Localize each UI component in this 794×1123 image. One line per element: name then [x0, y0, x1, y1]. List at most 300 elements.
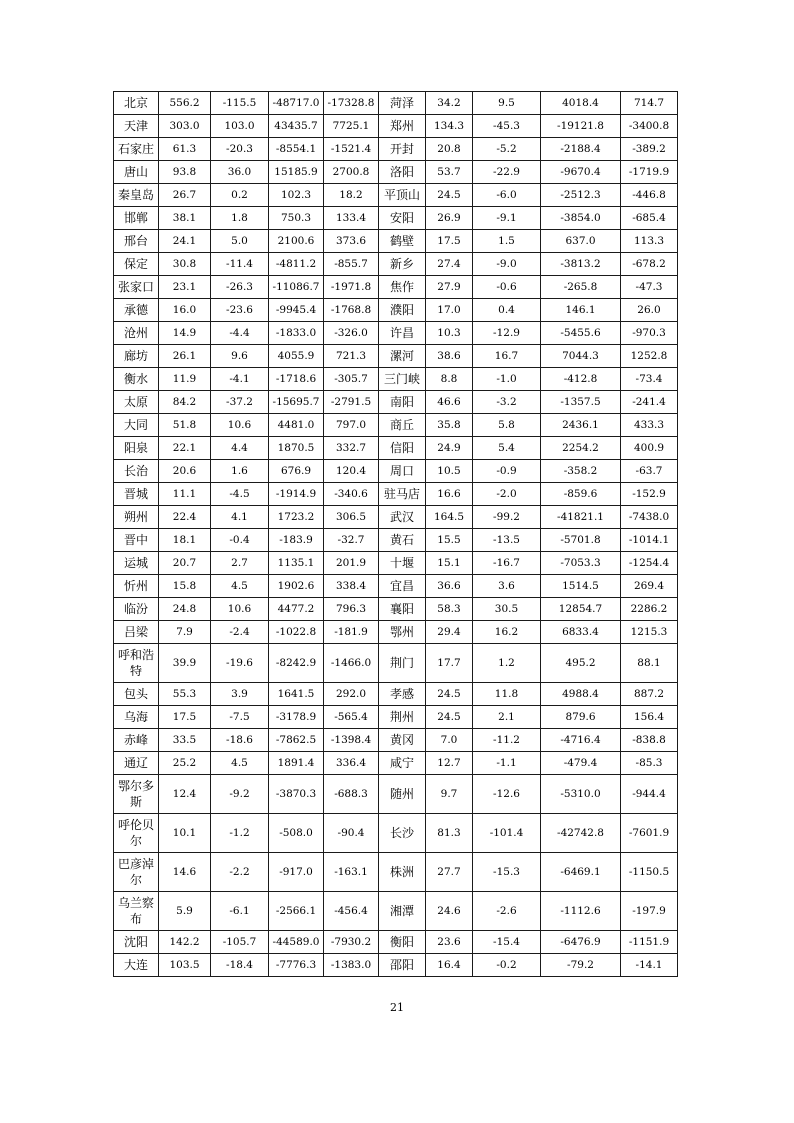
city-name-cell: 随州 — [379, 775, 426, 814]
value-cell: 1902.6 — [269, 575, 324, 598]
value-cell: 637.0 — [541, 230, 621, 253]
value-cell: 103.0 — [211, 115, 269, 138]
value-cell: -197.9 — [621, 892, 678, 931]
value-cell: 269.4 — [621, 575, 678, 598]
value-cell: 7.9 — [159, 621, 211, 644]
value-cell: 23.6 — [426, 931, 473, 954]
value-cell: 10.6 — [211, 598, 269, 621]
value-cell: -2791.5 — [324, 391, 379, 414]
value-cell: -3854.0 — [541, 207, 621, 230]
value-cell: -17328.8 — [324, 92, 379, 115]
value-cell: -32.7 — [324, 529, 379, 552]
value-cell: -5455.6 — [541, 322, 621, 345]
value-cell: 1.6 — [211, 460, 269, 483]
value-cell: 93.8 — [159, 161, 211, 184]
value-cell: -944.4 — [621, 775, 678, 814]
value-cell: 1870.5 — [269, 437, 324, 460]
value-cell: 18.1 — [159, 529, 211, 552]
value-cell: -11086.7 — [269, 276, 324, 299]
value-cell: 35.8 — [426, 414, 473, 437]
value-cell: 2254.2 — [541, 437, 621, 460]
value-cell: 5.8 — [473, 414, 541, 437]
city-name-cell: 荆门 — [379, 644, 426, 683]
value-cell: 134.3 — [426, 115, 473, 138]
value-cell: -305.7 — [324, 368, 379, 391]
value-cell: 2436.1 — [541, 414, 621, 437]
value-cell: 27.9 — [426, 276, 473, 299]
value-cell: -565.4 — [324, 706, 379, 729]
value-cell: 164.5 — [426, 506, 473, 529]
value-cell: 1641.5 — [269, 683, 324, 706]
value-cell: -42742.8 — [541, 814, 621, 853]
city-name-cell: 张家口 — [114, 276, 159, 299]
value-cell: -47.3 — [621, 276, 678, 299]
value-cell: 24.1 — [159, 230, 211, 253]
city-name-cell: 安阳 — [379, 207, 426, 230]
value-cell: -7438.0 — [621, 506, 678, 529]
value-cell: 4.4 — [211, 437, 269, 460]
value-cell: 9.5 — [473, 92, 541, 115]
value-cell: -412.8 — [541, 368, 621, 391]
city-name-cell: 许昌 — [379, 322, 426, 345]
value-cell: -15.3 — [473, 853, 541, 892]
value-cell: 27.4 — [426, 253, 473, 276]
value-cell: 46.6 — [426, 391, 473, 414]
value-cell: 8.8 — [426, 368, 473, 391]
value-cell: -99.2 — [473, 506, 541, 529]
value-cell: -2188.4 — [541, 138, 621, 161]
value-cell: -0.9 — [473, 460, 541, 483]
value-cell: 750.3 — [269, 207, 324, 230]
city-name-cell: 信阳 — [379, 437, 426, 460]
city-name-cell: 南阳 — [379, 391, 426, 414]
city-name-cell: 邵阳 — [379, 954, 426, 977]
value-cell: 102.3 — [269, 184, 324, 207]
city-name-cell: 晋城 — [114, 483, 159, 506]
value-cell: 17.7 — [426, 644, 473, 683]
value-cell: -4811.2 — [269, 253, 324, 276]
table-row — [114, 414, 678, 437]
city-name-cell: 郑州 — [379, 115, 426, 138]
value-cell: -9945.4 — [269, 299, 324, 322]
city-name-cell: 鄂尔多斯 — [114, 775, 159, 814]
value-cell: -4.1 — [211, 368, 269, 391]
table-row — [114, 598, 678, 621]
value-cell: -1466.0 — [324, 644, 379, 683]
value-cell: 2700.8 — [324, 161, 379, 184]
city-name-cell: 荆州 — [379, 706, 426, 729]
value-cell: -5701.8 — [541, 529, 621, 552]
value-cell: 721.3 — [324, 345, 379, 368]
city-name-cell: 黄石 — [379, 529, 426, 552]
value-cell: 133.4 — [324, 207, 379, 230]
value-cell: 797.0 — [324, 414, 379, 437]
value-cell: -44589.0 — [269, 931, 324, 954]
value-cell: 38.1 — [159, 207, 211, 230]
value-cell: 25.2 — [159, 752, 211, 775]
value-cell: -7862.5 — [269, 729, 324, 752]
value-cell: -1719.9 — [621, 161, 678, 184]
table-row — [114, 322, 678, 345]
city-name-cell: 包头 — [114, 683, 159, 706]
value-cell: -4.4 — [211, 322, 269, 345]
value-cell: 24.5 — [426, 706, 473, 729]
city-name-cell: 北京 — [114, 92, 159, 115]
table-row — [114, 184, 678, 207]
value-cell: 2100.6 — [269, 230, 324, 253]
value-cell: 17.5 — [159, 706, 211, 729]
value-cell: -11.2 — [473, 729, 541, 752]
value-cell: 879.6 — [541, 706, 621, 729]
value-cell: -20.3 — [211, 138, 269, 161]
city-name-cell: 长沙 — [379, 814, 426, 853]
value-cell: 26.9 — [426, 207, 473, 230]
table-row — [114, 138, 678, 161]
value-cell: -3400.8 — [621, 115, 678, 138]
table-row — [114, 954, 678, 977]
value-cell: 676.9 — [269, 460, 324, 483]
value-cell: 34.2 — [426, 92, 473, 115]
city-name-cell: 太原 — [114, 391, 159, 414]
city-name-cell: 廊坊 — [114, 345, 159, 368]
value-cell: -2.6 — [473, 892, 541, 931]
city-name-cell: 襄阳 — [379, 598, 426, 621]
value-cell: -14.1 — [621, 954, 678, 977]
city-name-cell: 衡水 — [114, 368, 159, 391]
value-cell: -2.4 — [211, 621, 269, 644]
value-cell: 36.0 — [211, 161, 269, 184]
value-cell: 11.8 — [473, 683, 541, 706]
value-cell: 796.3 — [324, 598, 379, 621]
city-name-cell: 朔州 — [114, 506, 159, 529]
value-cell: -1768.8 — [324, 299, 379, 322]
value-cell: -26.3 — [211, 276, 269, 299]
value-cell: 6833.4 — [541, 621, 621, 644]
city-name-cell: 呼和浩特 — [114, 644, 159, 683]
city-name-cell: 漯河 — [379, 345, 426, 368]
value-cell: 17.5 — [426, 230, 473, 253]
table-row — [114, 483, 678, 506]
value-cell: -90.4 — [324, 814, 379, 853]
value-cell: 10.3 — [426, 322, 473, 345]
value-cell: 24.9 — [426, 437, 473, 460]
city-name-cell: 鹤壁 — [379, 230, 426, 253]
city-name-cell: 邢台 — [114, 230, 159, 253]
value-cell: -85.3 — [621, 752, 678, 775]
value-cell: 3.9 — [211, 683, 269, 706]
table-row — [114, 506, 678, 529]
value-cell: 10.1 — [159, 814, 211, 853]
city-name-cell: 洛阳 — [379, 161, 426, 184]
value-cell: 11.1 — [159, 483, 211, 506]
value-cell: 887.2 — [621, 683, 678, 706]
city-name-cell: 新乡 — [379, 253, 426, 276]
city-name-cell: 衡阳 — [379, 931, 426, 954]
value-cell: -181.9 — [324, 621, 379, 644]
value-cell: 4.1 — [211, 506, 269, 529]
city-name-cell: 濮阳 — [379, 299, 426, 322]
city-name-cell: 巴彦淖尔 — [114, 853, 159, 892]
city-name-cell: 三门峡 — [379, 368, 426, 391]
city-name-cell: 武汉 — [379, 506, 426, 529]
value-cell: 17.0 — [426, 299, 473, 322]
value-cell: 4481.0 — [269, 414, 324, 437]
value-cell: 14.9 — [159, 322, 211, 345]
value-cell: -1357.5 — [541, 391, 621, 414]
value-cell: 81.3 — [426, 814, 473, 853]
value-cell: -3.2 — [473, 391, 541, 414]
table-row — [114, 253, 678, 276]
value-cell: 7.0 — [426, 729, 473, 752]
value-cell: -2.0 — [473, 483, 541, 506]
value-cell: -9.2 — [211, 775, 269, 814]
value-cell: 24.5 — [426, 683, 473, 706]
value-cell: 15.5 — [426, 529, 473, 552]
value-cell: 22.1 — [159, 437, 211, 460]
value-cell: -9.1 — [473, 207, 541, 230]
value-cell: -0.4 — [211, 529, 269, 552]
value-cell: -1.0 — [473, 368, 541, 391]
value-cell: -479.4 — [541, 752, 621, 775]
value-cell: 16.4 — [426, 954, 473, 977]
value-cell: 1.8 — [211, 207, 269, 230]
value-cell: -1971.8 — [324, 276, 379, 299]
value-cell: 7044.3 — [541, 345, 621, 368]
value-cell: 2286.2 — [621, 598, 678, 621]
value-cell: 16.2 — [473, 621, 541, 644]
value-cell: 18.2 — [324, 184, 379, 207]
value-cell: -389.2 — [621, 138, 678, 161]
value-cell: -0.6 — [473, 276, 541, 299]
value-cell: -183.9 — [269, 529, 324, 552]
value-cell: 15.1 — [426, 552, 473, 575]
value-cell: -2.2 — [211, 853, 269, 892]
city-name-cell: 湘潭 — [379, 892, 426, 931]
value-cell: 113.3 — [621, 230, 678, 253]
table-row — [114, 892, 678, 931]
value-cell: -2566.1 — [269, 892, 324, 931]
value-cell: -18.4 — [211, 954, 269, 977]
city-name-cell: 临汾 — [114, 598, 159, 621]
table-row — [114, 752, 678, 775]
table-row — [114, 814, 678, 853]
value-cell: 61.3 — [159, 138, 211, 161]
city-name-cell: 沈阳 — [114, 931, 159, 954]
value-cell: -1150.5 — [621, 853, 678, 892]
city-name-cell: 鄂州 — [379, 621, 426, 644]
value-cell: 20.6 — [159, 460, 211, 483]
value-cell: -3870.3 — [269, 775, 324, 814]
value-cell: -508.0 — [269, 814, 324, 853]
value-cell: -5310.0 — [541, 775, 621, 814]
value-cell: -3813.2 — [541, 253, 621, 276]
value-cell: 27.7 — [426, 853, 473, 892]
value-cell: 24.8 — [159, 598, 211, 621]
table-row — [114, 529, 678, 552]
value-cell: -838.8 — [621, 729, 678, 752]
value-cell: 16.6 — [426, 483, 473, 506]
value-cell: 373.6 — [324, 230, 379, 253]
value-cell: -4.5 — [211, 483, 269, 506]
table-row — [114, 230, 678, 253]
value-cell: 495.2 — [541, 644, 621, 683]
city-name-cell: 阳泉 — [114, 437, 159, 460]
value-cell: 22.4 — [159, 506, 211, 529]
value-cell: 10.6 — [211, 414, 269, 437]
value-cell: -1254.4 — [621, 552, 678, 575]
value-cell: -1398.4 — [324, 729, 379, 752]
value-cell: 33.5 — [159, 729, 211, 752]
value-cell: -241.4 — [621, 391, 678, 414]
value-cell: 24.6 — [426, 892, 473, 931]
value-cell: -340.6 — [324, 483, 379, 506]
value-cell: -970.3 — [621, 322, 678, 345]
value-cell: -101.4 — [473, 814, 541, 853]
table-row — [114, 460, 678, 483]
city-name-cell: 周口 — [379, 460, 426, 483]
table-row — [114, 276, 678, 299]
table-row — [114, 931, 678, 954]
value-cell: 556.2 — [159, 92, 211, 115]
value-cell: 120.4 — [324, 460, 379, 483]
city-name-cell: 晋中 — [114, 529, 159, 552]
value-cell: -6.1 — [211, 892, 269, 931]
city-name-cell: 承德 — [114, 299, 159, 322]
value-cell: 88.1 — [621, 644, 678, 683]
value-cell: 292.0 — [324, 683, 379, 706]
value-cell: -7930.2 — [324, 931, 379, 954]
city-name-cell: 大同 — [114, 414, 159, 437]
value-cell: -7.5 — [211, 706, 269, 729]
city-name-cell: 焦作 — [379, 276, 426, 299]
city-name-cell: 乌兰察布 — [114, 892, 159, 931]
value-cell: 26.1 — [159, 345, 211, 368]
city-name-cell: 运城 — [114, 552, 159, 575]
value-cell: -2512.3 — [541, 184, 621, 207]
value-cell: 201.9 — [324, 552, 379, 575]
table-row — [114, 391, 678, 414]
value-cell: -18.6 — [211, 729, 269, 752]
value-cell: -9.0 — [473, 253, 541, 276]
value-cell: 4477.2 — [269, 598, 324, 621]
value-cell: -41821.1 — [541, 506, 621, 529]
city-name-cell: 呼伦贝尔 — [114, 814, 159, 853]
value-cell: 39.9 — [159, 644, 211, 683]
value-cell: 303.0 — [159, 115, 211, 138]
value-cell: -152.9 — [621, 483, 678, 506]
value-cell: -19121.8 — [541, 115, 621, 138]
value-cell: -1833.0 — [269, 322, 324, 345]
value-cell: -15.4 — [473, 931, 541, 954]
table-row — [114, 775, 678, 814]
value-cell: -3178.9 — [269, 706, 324, 729]
value-cell: -22.9 — [473, 161, 541, 184]
value-cell: 338.4 — [324, 575, 379, 598]
value-cell: -6.0 — [473, 184, 541, 207]
value-cell: 156.4 — [621, 706, 678, 729]
value-cell: 14.6 — [159, 853, 211, 892]
value-cell: -688.3 — [324, 775, 379, 814]
value-cell: 0.4 — [473, 299, 541, 322]
value-cell: 1.5 — [473, 230, 541, 253]
value-cell: -685.4 — [621, 207, 678, 230]
value-cell: 15.8 — [159, 575, 211, 598]
value-cell: -7053.3 — [541, 552, 621, 575]
city-name-cell: 驻马店 — [379, 483, 426, 506]
value-cell: 1723.2 — [269, 506, 324, 529]
city-name-cell: 株洲 — [379, 853, 426, 892]
value-cell: -9670.4 — [541, 161, 621, 184]
value-cell: 4018.4 — [541, 92, 621, 115]
value-cell: -1014.1 — [621, 529, 678, 552]
value-cell: 2.1 — [473, 706, 541, 729]
city-name-cell: 平顶山 — [379, 184, 426, 207]
value-cell: -1151.9 — [621, 931, 678, 954]
page-number: 21 — [390, 1001, 404, 1014]
value-cell: -63.7 — [621, 460, 678, 483]
value-cell: 30.5 — [473, 598, 541, 621]
value-cell: 5.4 — [473, 437, 541, 460]
value-cell: -1.1 — [473, 752, 541, 775]
table-row — [114, 853, 678, 892]
value-cell: -917.0 — [269, 853, 324, 892]
city-name-cell: 赤峰 — [114, 729, 159, 752]
city-name-cell: 邯郸 — [114, 207, 159, 230]
value-cell: -0.2 — [473, 954, 541, 977]
value-cell: 29.4 — [426, 621, 473, 644]
value-cell: 400.9 — [621, 437, 678, 460]
city-name-cell: 黄冈 — [379, 729, 426, 752]
value-cell: -456.4 — [324, 892, 379, 931]
value-cell: -115.5 — [211, 92, 269, 115]
value-cell: 9.7 — [426, 775, 473, 814]
table-row — [114, 683, 678, 706]
value-cell: 43435.7 — [269, 115, 324, 138]
value-cell: 24.5 — [426, 184, 473, 207]
table-row — [114, 706, 678, 729]
value-cell: -678.2 — [621, 253, 678, 276]
value-cell: -19.6 — [211, 644, 269, 683]
value-cell: -855.7 — [324, 253, 379, 276]
value-cell: 84.2 — [159, 391, 211, 414]
value-cell: 38.6 — [426, 345, 473, 368]
value-cell: -1718.6 — [269, 368, 324, 391]
value-cell: -265.8 — [541, 276, 621, 299]
value-cell: -358.2 — [541, 460, 621, 483]
value-cell: -48717.0 — [269, 92, 324, 115]
value-cell: 16.0 — [159, 299, 211, 322]
value-cell: -4716.4 — [541, 729, 621, 752]
table-row — [114, 207, 678, 230]
value-cell: 306.5 — [324, 506, 379, 529]
city-name-cell: 保定 — [114, 253, 159, 276]
table-row — [114, 575, 678, 598]
value-cell: -1112.6 — [541, 892, 621, 931]
table-row — [114, 729, 678, 752]
city-name-cell: 大连 — [114, 954, 159, 977]
value-cell: 15185.9 — [269, 161, 324, 184]
value-cell: 12.7 — [426, 752, 473, 775]
value-cell: 714.7 — [621, 92, 678, 115]
value-cell: 5.0 — [211, 230, 269, 253]
value-cell: 20.8 — [426, 138, 473, 161]
value-cell: -1914.9 — [269, 483, 324, 506]
value-cell: 332.7 — [324, 437, 379, 460]
city-name-cell: 咸宁 — [379, 752, 426, 775]
table-row — [114, 621, 678, 644]
value-cell: 103.5 — [159, 954, 211, 977]
value-cell: 16.7 — [473, 345, 541, 368]
